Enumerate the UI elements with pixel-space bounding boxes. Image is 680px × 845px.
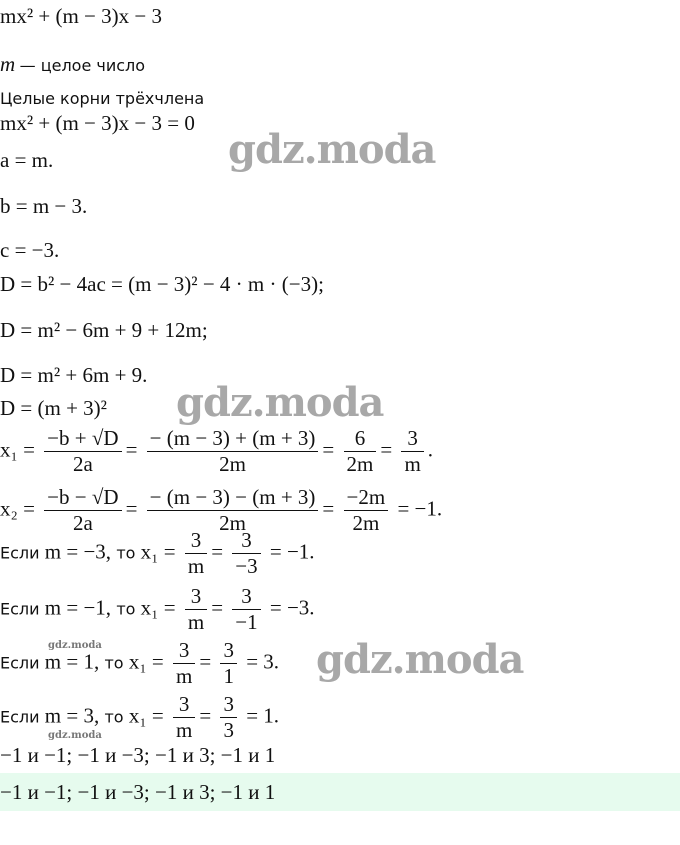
problem-expression: mx² + (m − 3)x − 3: [0, 4, 162, 28]
x1-fraction-simplified: $\frac{6}{2m}$: [344, 428, 377, 475]
case-fraction: $\frac{3}{-3}$: [232, 530, 260, 577]
x2-lhs: x₂ =: [0, 496, 35, 521]
x1-fraction-substituted: $\frac{- (m - 3) + (m + 3)}{2m}$: [147, 428, 319, 475]
case-line: Если m = −3, то x₁ = $\frac{3}{m}$ = $\frac{3}{-3}$ = −1.: [0, 528, 315, 578]
coefficient-a: a = m.: [0, 148, 54, 172]
case-fraction: $\frac{3}{3}$: [220, 694, 237, 741]
solution-heading: Целые корни трёхчлена: [0, 89, 205, 108]
answer-text: −1 и −1; −1 и −3; −1 и 3; −1 и 1: [0, 780, 276, 804]
quadratic-equation: mx² + (m − 3)x − 3 = 0: [0, 111, 195, 135]
coefficient-b: b = m − 3.: [0, 194, 88, 218]
root-x2-line: x₂ = $\frac{-b - √D}{2a}$ = $\frac{- (m - 3) - (m + 3)}{2m}$ = $\frac{-2m}{2m}$ = −1.: [0, 485, 443, 535]
case-fraction: $\frac{3}{m}$: [173, 640, 195, 687]
discriminant-simplified: D = m² + 6m + 9.: [0, 363, 148, 387]
x1-fraction-result: $\frac{3}{m}$: [401, 428, 423, 475]
x1-fraction-formula: $\frac{-b + √D}{2a}$: [44, 428, 121, 475]
watermark: gdz.moda: [48, 640, 102, 651]
case-fraction: $\frac{3}{1}$: [220, 640, 237, 687]
condition-text: — целое число: [19, 56, 146, 75]
x1-lhs: x₁ =: [0, 437, 35, 462]
x2-fraction-substituted: $\frac{- (m - 3) - (m + 3)}{2m}$: [147, 487, 319, 534]
x2-fraction-simplified: $\frac{-2m}{2m}$: [344, 487, 389, 534]
case-line: Если m = 3, то x₁ = $\frac{3}{m}$ = $\frac{3}{3}$ = 1.: [0, 692, 280, 742]
case-line: Если m = −1, то x₁ = $\frac{3}{m}$ = $\frac{3}{-1}$ = −3.: [0, 584, 315, 634]
watermark: gdz.moda: [48, 730, 102, 741]
discriminant-formula: D = b² − 4ac = (m − 3)² − 4 · m · (−3);: [0, 272, 324, 296]
watermark: gdz.moda: [316, 636, 524, 683]
condition-variable: m: [0, 52, 16, 76]
case-fraction: $\frac{3}{m}$: [173, 694, 195, 741]
root-x1-line: x₁ = $\frac{-b + √D}{2a}$ = $\frac{- (m - 3) + (m + 3)}{2m}$ = $\frac{6}{2m}$ = $\frac{3}{m}$ .: [0, 426, 434, 476]
case-line: Если m = 1, то x₁ = $\frac{3}{m}$ = $\frac{3}{1}$ = 3.: [0, 638, 280, 688]
x2-fraction-formula: $\frac{-b - √D}{2a}$: [44, 487, 121, 534]
case-fraction: $\frac{3}{-1}$: [232, 586, 260, 633]
discriminant-expanded: D = m² − 6m + 9 + 12m;: [0, 318, 208, 342]
coefficient-c: c = −3.: [0, 238, 60, 262]
case-fraction: $\frac{3}{m}$: [185, 586, 207, 633]
problem-condition: [0, 54, 145, 75]
x2-result: = −1.: [397, 496, 443, 521]
discriminant-square: D = (m + 3)²: [0, 396, 107, 420]
watermark: gdz.moda: [228, 126, 436, 173]
roots-summary: −1 и −1; −1 и −3; −1 и 3; −1 и 1: [0, 743, 276, 767]
watermark: gdz.moda: [176, 379, 384, 426]
case-fraction: $\frac{3}{m}$: [185, 530, 207, 577]
